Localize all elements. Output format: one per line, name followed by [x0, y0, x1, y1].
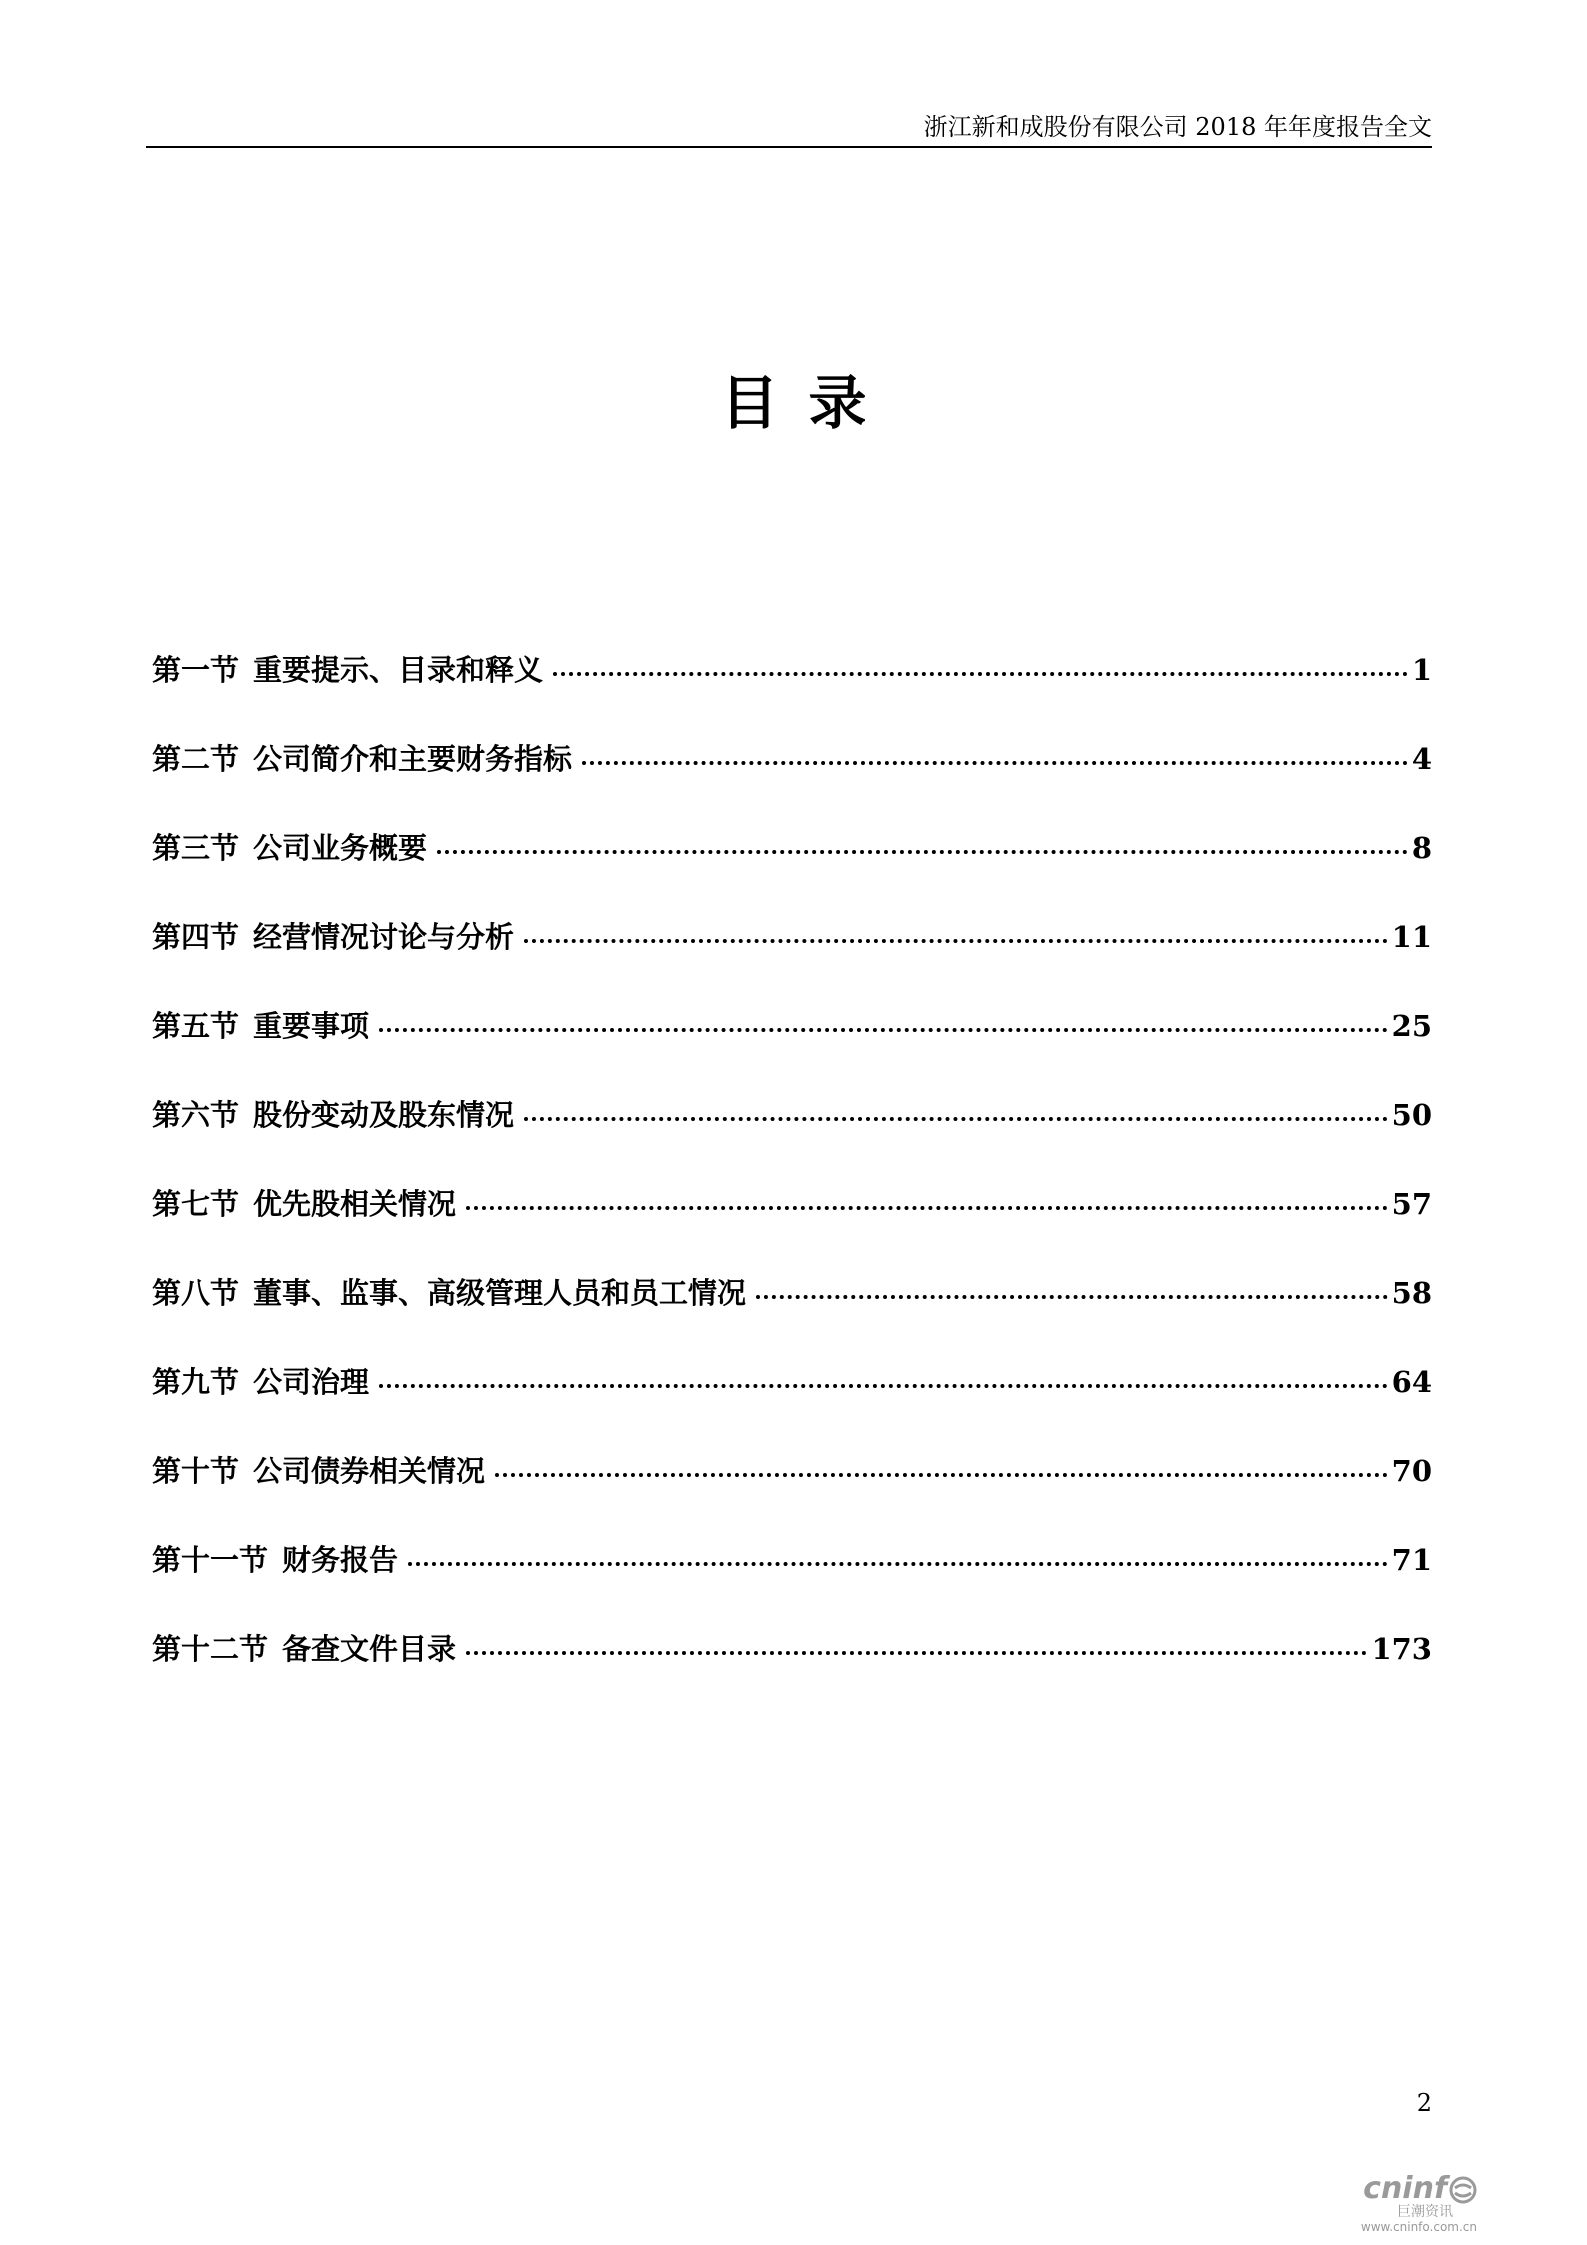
toc-section-name: 经营情况讨论与分析 [253, 920, 515, 954]
toc-section-label: 第十节 [152, 1454, 240, 1488]
toc-section-label: 第十二节 [152, 1632, 269, 1666]
toc-entry[interactable] [152, 648, 1432, 737]
toc-section-label: 第六节 [152, 1098, 240, 1132]
toc-section-name: 财务报告 [282, 1543, 399, 1577]
toc-page-number: 70 [1391, 1454, 1432, 1488]
dot-leader [408, 1562, 1388, 1566]
watermark-url: www.cninfo.com.cn [1360, 2220, 1477, 2234]
toc-page-number: 58 [1391, 1276, 1432, 1310]
toc-entry[interactable] [152, 915, 1432, 1004]
page-number: 2 [1416, 2089, 1432, 2117]
dot-leader [553, 672, 1408, 676]
toc-page-number: 4 [1411, 742, 1432, 776]
toc-section-name: 备查文件目录 [282, 1632, 457, 1666]
toc-section-label: 第八节 [152, 1276, 240, 1310]
toc-section-name: 公司简介和主要财务指标 [253, 742, 573, 776]
toc-section-label: 第七节 [152, 1187, 240, 1221]
toc-entry[interactable] [152, 737, 1432, 826]
toc-page-number: 1 [1411, 653, 1432, 687]
cninfo-logo-icon [1449, 2176, 1477, 2204]
toc-page-number: 173 [1371, 1632, 1432, 1666]
toc-entry[interactable] [152, 1093, 1432, 1182]
watermark-logo-text: cninf [1363, 2171, 1447, 2206]
toc-entry[interactable] [152, 1538, 1432, 1627]
toc-page-number: 71 [1391, 1543, 1432, 1577]
dot-leader [379, 1384, 1388, 1388]
toc-section-name: 董事、监事、高级管理人员和员工情况 [253, 1276, 747, 1310]
dot-leader [466, 1651, 1367, 1655]
toc-section-label: 第四节 [152, 920, 240, 954]
header-divider [146, 146, 1432, 148]
toc-entry[interactable] [152, 1449, 1432, 1538]
toc-section-name: 公司债券相关情况 [253, 1454, 486, 1488]
dot-leader [437, 850, 1408, 854]
toc-entry[interactable] [152, 1360, 1432, 1449]
dot-leader [466, 1206, 1388, 1210]
toc-entry[interactable] [152, 1627, 1432, 1716]
toc-section-label: 第五节 [152, 1009, 240, 1043]
dot-leader [495, 1473, 1388, 1477]
toc-entry[interactable] [152, 1182, 1432, 1271]
toc-page-number: 25 [1391, 1009, 1432, 1043]
dot-leader [379, 1028, 1388, 1032]
toc-page-number: 57 [1391, 1187, 1432, 1221]
toc-section-name: 重要事项 [253, 1009, 370, 1043]
toc-section-label: 第十一节 [152, 1543, 269, 1577]
toc-section-name: 股份变动及股东情况 [253, 1098, 515, 1132]
dot-leader [524, 939, 1388, 943]
dot-leader [582, 761, 1408, 765]
toc-section-name: 公司治理 [253, 1365, 370, 1399]
toc-entry[interactable] [152, 826, 1432, 915]
toc-section-label: 第二节 [152, 742, 240, 776]
toc-page-number: 50 [1391, 1098, 1432, 1132]
toc-section-label: 第九节 [152, 1365, 240, 1399]
toc-section-label: 第一节 [152, 653, 240, 687]
toc-section-name: 重要提示、目录和释义 [253, 653, 544, 687]
dot-leader [756, 1295, 1388, 1299]
toc-page-number: 8 [1411, 831, 1432, 865]
toc-entry[interactable] [152, 1271, 1432, 1360]
running-header: 浙江新和成股份有限公司 2018 年年度报告全文 [923, 113, 1432, 141]
watermark-cn-name: 巨潮资讯 [1397, 2204, 1453, 2220]
dot-leader [524, 1117, 1388, 1121]
cninfo-watermark [1337, 2172, 1477, 2232]
toc-entry[interactable] [152, 1004, 1432, 1093]
table-of-contents [152, 648, 1432, 1716]
page-title: 目录 [720, 369, 897, 437]
toc-section-name: 优先股相关情况 [253, 1187, 457, 1221]
toc-page-number: 11 [1391, 920, 1432, 954]
toc-section-name: 公司业务概要 [253, 831, 428, 865]
toc-section-label: 第三节 [152, 831, 240, 865]
toc-page-number: 64 [1391, 1365, 1432, 1399]
